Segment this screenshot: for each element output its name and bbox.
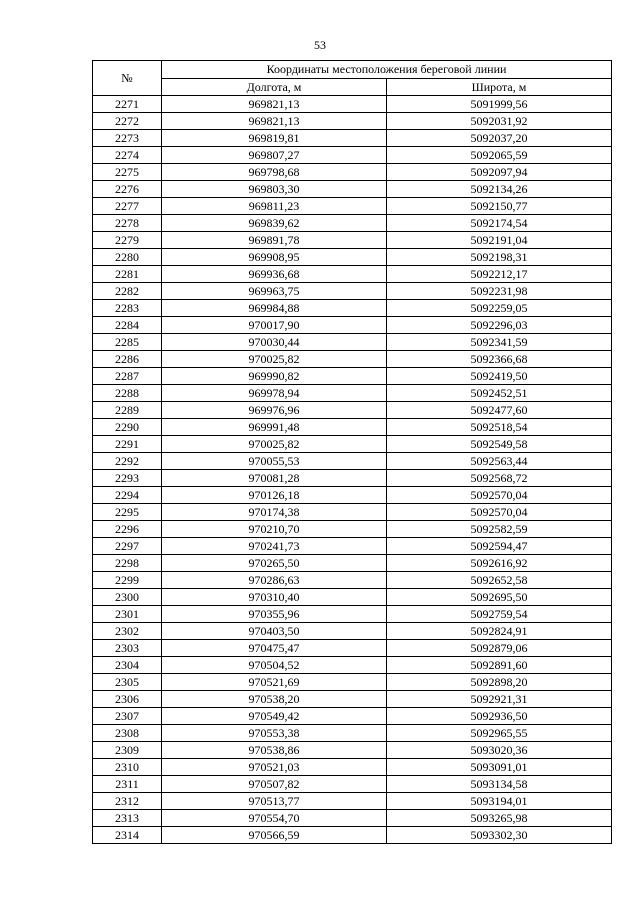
cell-longitude: 970475,47: [162, 640, 387, 657]
cell-longitude: 970126,18: [162, 487, 387, 504]
cell-number: 2292: [93, 453, 162, 470]
cell-longitude: 970025,82: [162, 436, 387, 453]
table-row: [93, 232, 612, 249]
cell-longitude: 970081,28: [162, 470, 387, 487]
cell-latitude: 5092570,04: [387, 487, 612, 504]
coordinates-table: [92, 60, 612, 844]
cell-number: 2289: [93, 402, 162, 419]
table-body: [93, 96, 612, 844]
cell-latitude: 5092824,91: [387, 623, 612, 640]
cell-longitude: 969963,75: [162, 283, 387, 300]
cell-number: 2300: [93, 589, 162, 606]
cell-number: 2301: [93, 606, 162, 623]
cell-latitude: 5093302,30: [387, 827, 612, 844]
table-row: [93, 827, 612, 844]
cell-longitude: 970241,73: [162, 538, 387, 555]
header-latitude: Широта, м: [387, 79, 612, 96]
cell-longitude: 970174,38: [162, 504, 387, 521]
cell-longitude: 970265,50: [162, 555, 387, 572]
cell-latitude: 5092898,20: [387, 674, 612, 691]
cell-longitude: 970566,59: [162, 827, 387, 844]
cell-latitude: 5092549,58: [387, 436, 612, 453]
table-row: [93, 657, 612, 674]
cell-number: 2313: [93, 810, 162, 827]
cell-latitude: 5092582,59: [387, 521, 612, 538]
table-row: [93, 147, 612, 164]
cell-number: 2304: [93, 657, 162, 674]
table-row: [93, 623, 612, 640]
table-row: [93, 470, 612, 487]
table-row: [93, 334, 612, 351]
cell-latitude: 5092921,31: [387, 691, 612, 708]
cell-latitude: 5092452,51: [387, 385, 612, 402]
table-row: [93, 504, 612, 521]
cell-longitude: 969839,62: [162, 215, 387, 232]
table-row: [93, 708, 612, 725]
cell-longitude: 969821,13: [162, 113, 387, 130]
table-row: [93, 419, 612, 436]
cell-latitude: 5091999,56: [387, 96, 612, 113]
cell-latitude: 5092891,60: [387, 657, 612, 674]
cell-number: 2308: [93, 725, 162, 742]
cell-number: 2305: [93, 674, 162, 691]
cell-longitude: 970355,96: [162, 606, 387, 623]
table-row: [93, 776, 612, 793]
cell-longitude: 969978,94: [162, 385, 387, 402]
cell-number: 2310: [93, 759, 162, 776]
cell-longitude: 969807,27: [162, 147, 387, 164]
header-coordinates: Координаты местоположения береговой линии: [162, 61, 612, 79]
cell-number: 2288: [93, 385, 162, 402]
cell-longitude: 969811,23: [162, 198, 387, 215]
table-row: [93, 555, 612, 572]
cell-latitude: 5092695,50: [387, 589, 612, 606]
cell-number: 2282: [93, 283, 162, 300]
cell-latitude: 5092366,68: [387, 351, 612, 368]
table-row: [93, 810, 612, 827]
cell-longitude: 970210,70: [162, 521, 387, 538]
cell-number: 2314: [93, 827, 162, 844]
cell-number: 2278: [93, 215, 162, 232]
cell-number: 2287: [93, 368, 162, 385]
cell-number: 2279: [93, 232, 162, 249]
table-row: [93, 215, 612, 232]
table-row: [93, 453, 612, 470]
table-row: [93, 521, 612, 538]
cell-latitude: 5092037,20: [387, 130, 612, 147]
cell-number: 2295: [93, 504, 162, 521]
table-row: [93, 572, 612, 589]
cell-number: 2283: [93, 300, 162, 317]
cell-longitude: 969984,88: [162, 300, 387, 317]
cell-number: 2297: [93, 538, 162, 555]
cell-latitude: 5092150,77: [387, 198, 612, 215]
cell-longitude: 969936,68: [162, 266, 387, 283]
cell-latitude: 5092477,60: [387, 402, 612, 419]
table-row: [93, 538, 612, 555]
table-row: [93, 674, 612, 691]
table-row: [93, 164, 612, 181]
table-row: [93, 283, 612, 300]
cell-number: 2298: [93, 555, 162, 572]
table-row: [93, 691, 612, 708]
cell-longitude: 969991,48: [162, 419, 387, 436]
cell-number: 2293: [93, 470, 162, 487]
table-row: [93, 436, 612, 453]
cell-number: 2306: [93, 691, 162, 708]
page-number: 53: [314, 38, 326, 52]
table-row: [93, 742, 612, 759]
cell-number: 2311: [93, 776, 162, 793]
cell-longitude: 970286,63: [162, 572, 387, 589]
cell-longitude: 970025,82: [162, 351, 387, 368]
cell-latitude: 5093265,98: [387, 810, 612, 827]
cell-number: 2291: [93, 436, 162, 453]
cell-longitude: 970549,42: [162, 708, 387, 725]
cell-longitude: 970538,86: [162, 742, 387, 759]
cell-longitude: 970504,52: [162, 657, 387, 674]
cell-latitude: 5092191,04: [387, 232, 612, 249]
cell-longitude: 970538,20: [162, 691, 387, 708]
table-row: [93, 402, 612, 419]
cell-latitude: 5092174,54: [387, 215, 612, 232]
cell-latitude: 5092097,94: [387, 164, 612, 181]
cell-longitude: 969976,96: [162, 402, 387, 419]
cell-longitude: 970521,69: [162, 674, 387, 691]
table-row: [93, 181, 612, 198]
cell-latitude: 5093134,58: [387, 776, 612, 793]
cell-number: 2271: [93, 96, 162, 113]
cell-number: 2273: [93, 130, 162, 147]
cell-longitude: 969819,81: [162, 130, 387, 147]
cell-latitude: 5092231,98: [387, 283, 612, 300]
cell-latitude: 5092563,44: [387, 453, 612, 470]
cell-latitude: 5092518,54: [387, 419, 612, 436]
table-row: [93, 759, 612, 776]
cell-longitude: 969821,13: [162, 96, 387, 113]
cell-longitude: 969908,95: [162, 249, 387, 266]
table-row: [93, 589, 612, 606]
table-row: [93, 640, 612, 657]
table-row: [93, 385, 612, 402]
cell-number: 2275: [93, 164, 162, 181]
cell-number: 2276: [93, 181, 162, 198]
cell-latitude: 5092616,92: [387, 555, 612, 572]
table-row: [93, 725, 612, 742]
cell-longitude: 969891,78: [162, 232, 387, 249]
cell-latitude: 5092759,54: [387, 606, 612, 623]
cell-longitude: 969803,30: [162, 181, 387, 198]
table-row: [93, 300, 612, 317]
table-row: [93, 317, 612, 334]
cell-latitude: 5092936,50: [387, 708, 612, 725]
table-row: [93, 249, 612, 266]
cell-latitude: 5092031,92: [387, 113, 612, 130]
cell-longitude: 970310,40: [162, 589, 387, 606]
cell-latitude: 5092065,59: [387, 147, 612, 164]
cell-latitude: 5092419,50: [387, 368, 612, 385]
cell-longitude: 969798,68: [162, 164, 387, 181]
cell-number: 2277: [93, 198, 162, 215]
cell-number: 2299: [93, 572, 162, 589]
table-row: [93, 606, 612, 623]
cell-latitude: 5092198,31: [387, 249, 612, 266]
cell-latitude: 5093194,01: [387, 793, 612, 810]
cell-longitude: 970017,90: [162, 317, 387, 334]
cell-latitude: 5093020,36: [387, 742, 612, 759]
table-row: [93, 351, 612, 368]
cell-latitude: 5092570,04: [387, 504, 612, 521]
cell-longitude: 970507,82: [162, 776, 387, 793]
table-row: [93, 130, 612, 147]
cell-number: 2274: [93, 147, 162, 164]
cell-latitude: 5092965,55: [387, 725, 612, 742]
cell-number: 2285: [93, 334, 162, 351]
cell-number: 2284: [93, 317, 162, 334]
cell-latitude: 5092134,26: [387, 181, 612, 198]
table-row: [93, 113, 612, 130]
table-row: [93, 198, 612, 215]
cell-number: 2281: [93, 266, 162, 283]
cell-longitude: 970521,03: [162, 759, 387, 776]
cell-longitude: 970554,70: [162, 810, 387, 827]
cell-longitude: 969990,82: [162, 368, 387, 385]
cell-number: 2280: [93, 249, 162, 266]
cell-latitude: 5092259,05: [387, 300, 612, 317]
cell-number: 2303: [93, 640, 162, 657]
cell-number: 2302: [93, 623, 162, 640]
cell-latitude: 5092594,47: [387, 538, 612, 555]
table-row: [93, 266, 612, 283]
table-row: [93, 368, 612, 385]
header-number: №: [93, 61, 162, 96]
cell-longitude: 970403,50: [162, 623, 387, 640]
cell-latitude: 5092879,06: [387, 640, 612, 657]
cell-latitude: 5092296,03: [387, 317, 612, 334]
cell-latitude: 5092212,17: [387, 266, 612, 283]
cell-longitude: 970553,38: [162, 725, 387, 742]
cell-latitude: 5092568,72: [387, 470, 612, 487]
cell-number: 2290: [93, 419, 162, 436]
cell-latitude: 5092341,59: [387, 334, 612, 351]
cell-number: 2312: [93, 793, 162, 810]
cell-longitude: 970055,53: [162, 453, 387, 470]
cell-latitude: 5093091,01: [387, 759, 612, 776]
cell-number: 2286: [93, 351, 162, 368]
cell-number: 2307: [93, 708, 162, 725]
table-row: [93, 487, 612, 504]
cell-longitude: 970030,44: [162, 334, 387, 351]
cell-latitude: 5092652,58: [387, 572, 612, 589]
table-row: [93, 793, 612, 810]
cell-number: 2309: [93, 742, 162, 759]
cell-number: 2272: [93, 113, 162, 130]
table-row: [93, 96, 612, 113]
cell-longitude: 970513,77: [162, 793, 387, 810]
cell-number: 2296: [93, 521, 162, 538]
header-longitude: Долгота, м: [162, 79, 387, 96]
cell-number: 2294: [93, 487, 162, 504]
